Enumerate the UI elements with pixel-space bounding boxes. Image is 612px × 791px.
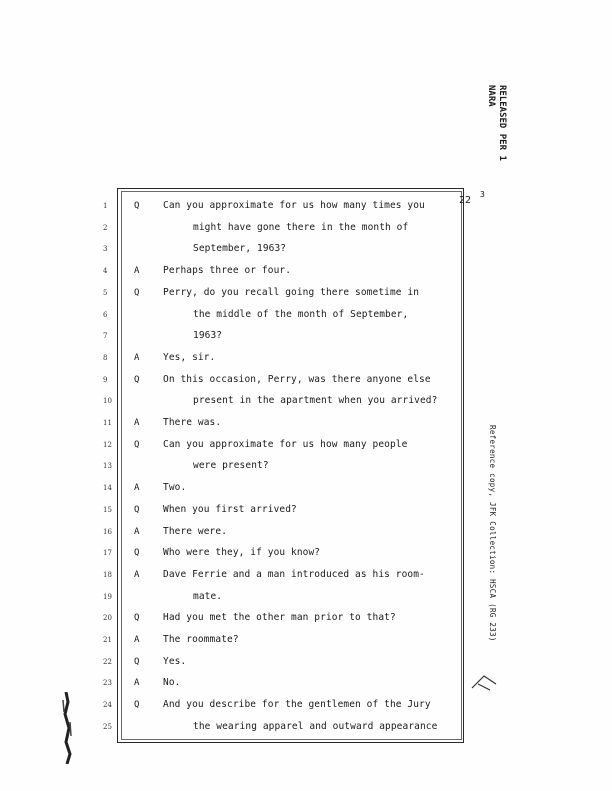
line-number: 18	[103, 570, 112, 579]
transcript-line-text: the middle of the month of September,	[193, 308, 409, 320]
speaker-label: A	[134, 483, 140, 494]
release-stamp	[485, 85, 507, 161]
transcript-line-text: present in the apartment when you arrived?	[193, 395, 438, 407]
transcript-line-text: mate.	[193, 590, 223, 602]
line-number: 13	[103, 462, 112, 471]
line-number: 8	[103, 353, 108, 362]
speaker-label: Q	[134, 700, 140, 711]
transcript-line-text: the wearing apparel and outward appearance	[193, 720, 438, 732]
transcript-line-text: Yes, sir.	[163, 351, 216, 363]
line-number: 6	[103, 310, 108, 319]
transcript-line-text: No.	[163, 677, 181, 689]
transcript-line-text: On this occasion, Perry, was there anyone else	[163, 373, 431, 385]
line-number: 3	[103, 245, 108, 254]
page-number: 22	[459, 195, 472, 206]
line-number: 25	[103, 722, 112, 731]
speaker-label: Q	[134, 287, 140, 298]
release-stamp-line-2: NARA	[486, 85, 496, 107]
transcript-line-text: Had you met the other man prior to that?	[163, 612, 396, 624]
line-number: 15	[103, 505, 112, 514]
transcript-line-text: There was.	[163, 417, 222, 428]
line-number: 21	[103, 636, 112, 644]
speaker-label: Q	[134, 548, 140, 559]
release-stamp-line-1: RELEASED PER 1	[497, 85, 507, 161]
speaker-label: A	[134, 526, 140, 537]
line-number: 9	[103, 375, 108, 384]
line-number: 10	[103, 397, 112, 406]
line-number: 19	[103, 592, 112, 601]
speaker-label: A	[134, 266, 140, 277]
speaker-label: Q	[134, 504, 140, 515]
transcript-line-text: Can you approximate for us how many people	[163, 438, 408, 450]
line-number: 16	[103, 527, 112, 536]
speaker-label: Q	[134, 613, 140, 624]
transcript-line-text: And you describe for the gentlemen of the Jury	[163, 699, 431, 711]
transcript-line-text: might have gone there in the month of	[193, 221, 409, 233]
speaker-label: A	[134, 418, 140, 428]
line-number: 20	[103, 614, 112, 623]
line-number: 1	[103, 202, 108, 210]
line-number: 7	[103, 332, 108, 341]
transcript-line-text: Can you approximate for us how many times you	[163, 200, 425, 211]
transcript-line-text: Perry, do you recall going there sometime in	[163, 286, 420, 298]
corner-mark: 3	[480, 190, 485, 199]
speaker-label: A	[134, 635, 140, 645]
transcript-line-text: There were.	[163, 525, 228, 537]
transcript-line-text: Two.	[163, 482, 187, 494]
speaker-label: A	[134, 569, 140, 580]
binding-mark	[60, 692, 74, 764]
transcript-line-text: The roommate?	[163, 634, 239, 645]
speaker-label: Q	[134, 656, 140, 667]
transcript-line-text: Perhaps three or four.	[163, 265, 292, 277]
handwritten-mark	[470, 670, 500, 694]
transcript-line-text: Dave Ferrie and a man introduced as his room-	[163, 568, 425, 580]
reference-copy-note: Reference copy, JFK Collection: HSCA (RG 233)	[488, 425, 497, 642]
transcript-line-text: were present?	[193, 460, 269, 472]
line-number: 14	[103, 484, 112, 493]
transcript-line-text: When you first arrived?	[163, 503, 297, 515]
line-number: 17	[103, 549, 112, 558]
transcript-line-text: Yes.	[163, 655, 187, 667]
line-number: 22	[103, 657, 112, 666]
transcript-line-text: 1963?	[193, 330, 223, 342]
speaker-label: Q	[134, 374, 140, 385]
transcript-line-text: September, 1963?	[193, 243, 287, 255]
speaker-label: Q	[134, 201, 140, 211]
line-number: 4	[103, 267, 108, 276]
line-number: 12	[103, 440, 112, 449]
transcript-line-text: Who were they, if you know?	[163, 547, 321, 559]
speaker-label: A	[134, 678, 140, 689]
speaker-label: Q	[134, 439, 140, 450]
line-number: 23	[103, 679, 112, 688]
line-number: 24	[103, 701, 112, 710]
line-number: 11	[103, 419, 112, 427]
line-number: 5	[103, 288, 108, 297]
speaker-label: A	[134, 352, 140, 363]
line-number: 2	[103, 223, 108, 232]
